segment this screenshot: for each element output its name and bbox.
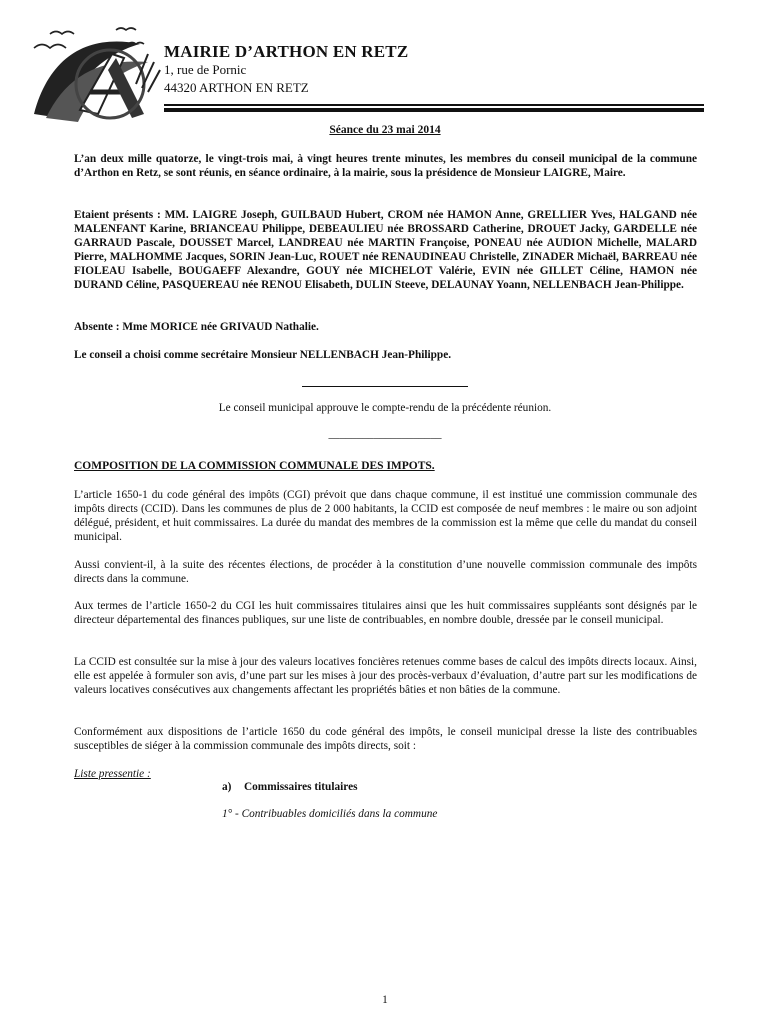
paragraph-conformement: Conformément aux dispositions de l’article 1650 du code général des impôts, le conseil municipal dresse la liste des contribuables susceptibles de siéger à la commission communale des impôts directs, soit : <box>74 726 697 752</box>
paragraph-constitution: Aussi convient-il, à la suite des récentes élections, de procéder à la constitution d’une nouvelle commission communale des impôts directs dans la commune. <box>74 559 697 585</box>
header-rule-thin <box>164 104 704 106</box>
mairie-logo <box>20 14 170 128</box>
commissaires-titulaires-label: Commissaires titulaires <box>244 781 358 793</box>
commissaires-titulaires-heading <box>222 781 357 793</box>
list-marker: a) <box>222 781 232 793</box>
header-rule-thick <box>164 108 704 112</box>
paragraph-ccid-role: La CCID est consultée sur la mise à jour des valeurs locatives foncières retenues comme bases de calcul des impôts directs locaux. Ainsi, elle est appelée à formuler son avis, d’une part sur les mises à jour des procès-verbaux d’évaluation, d’autre part sur les modifications de valeurs locatives consécutives aux changements affectant les propriétés bâties et non bâties de la commune. <box>74 656 697 696</box>
seance-date: Séance du 23 mai 2014 <box>329 124 441 136</box>
absente-paragraph: Absente : Mme MORICE née GRIVAUD Nathalie. <box>74 321 319 333</box>
approval-statement: Le conseil municipal approuve le compte-rendu de la précédente réunion. <box>218 402 552 414</box>
presents-paragraph: Etaient présents : MM. LAIGRE Joseph, GUILBAUD Hubert, CROM née HAMON Anne, GRELLIER Yves, HALGAND née MALENFANT Karine, BRIANCEAU Philippe, DEBEAULIEU née BROSSARD Catherine, DROUET Jacky, GARDELLE née GARRAUD Pascale, DOUSSET Marcel, LANDREAU née MARTIN Françoise, PONEAU née AUDION Michelle, MALARD Pierre, MALHOMME Jacques, SORIN Jean-Luc, ROUET née RENAUDINEAU Christelle, ZINADER Michaël, BARREAU née FIOLEAU Isabelle, BOUGAEFF Alexandre, GOUY née MICHELOT Valérie, EVIN née GILLET Céline, HAMON née DURAND Céline, PASQUEREAU née RENOU Elisabeth, DULIN Steeve, DELAUNAY Yoann, NELLENBACH Jean-Philippe. <box>74 209 697 291</box>
contribuables-domicilies-label: 1° - Contribuables domiciliés dans la commune <box>222 808 438 820</box>
paragraph-article-1650-2: Aux termes de l’article 1650-2 du CGI les huit commissaires titulaires ainsi que les huit commissaires suppléants sont désignés par le directeur départemental des finances publiques, sur une liste de contribuables, en nombre double, dressée par le conseil municipal. <box>74 600 697 626</box>
logo-emblem-shape <box>34 42 148 122</box>
mairie-title: MAIRIE D’ARTHON EN RETZ <box>164 42 409 61</box>
address-city: 44320 ARTHON EN RETZ <box>164 80 309 95</box>
address-street: 1, rue de Pornic <box>164 62 247 77</box>
paragraph-article-1650-1: L’article 1650-1 du code général des impôts (CGI) prévoit que dans chaque commune, il est institué une commission communale des impôts directs (CCID). Dans les communes de plus de 2 000 habitants, la CCID est composée de neuf membres : le maire ou son adjoint délégué, président, et huit commissaires. La durée du mandat des membres de la commission est la même que celle du mandat du conseil municipal. <box>74 489 697 543</box>
logo-reed-stems <box>136 54 160 92</box>
secretaire-paragraph: Le conseil a choisi comme secrétaire Monsieur NELLENBACH Jean-Philippe. <box>74 349 452 361</box>
page-number: 1 <box>382 994 388 1006</box>
separator-line: ____________________ <box>328 428 442 440</box>
liste-pressentie-label: Liste pressentie : <box>74 768 151 780</box>
section-title: COMPOSITION DE LA COMMISSION COMMUNALE DES IMPOTS. <box>74 460 435 472</box>
intro-paragraph: L’an deux mille quatorze, le vingt-trois mai, à vingt heures trente minutes, les membres du conseil municipal de la commune d’Arthon en Retz, se sont réunis, en séance ordinaire, à la mairie, sous la présidence de Monsieur LAIGRE, Maire. <box>74 153 697 179</box>
divider-rule <box>302 386 468 387</box>
